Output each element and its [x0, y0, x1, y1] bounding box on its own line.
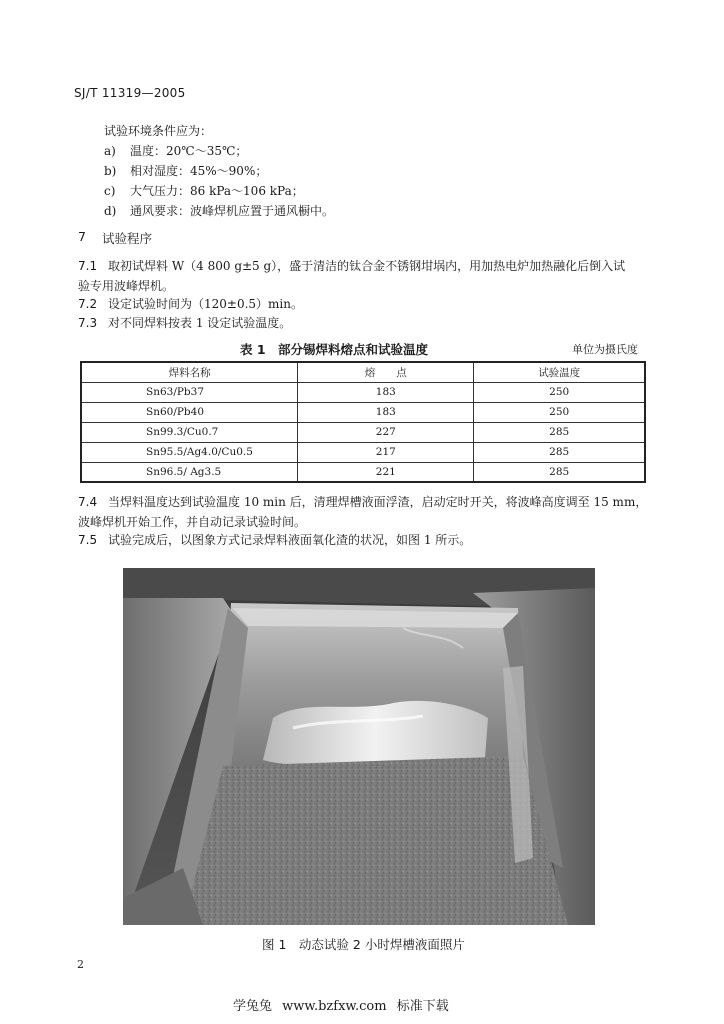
clause-number: 7.2 [78, 297, 98, 311]
clause-text: 对不同焊料按表 1 设定试验温度。 [108, 316, 292, 330]
test-temperature-cell: 285 [474, 422, 645, 442]
clause-number: 7.3 [78, 316, 98, 330]
table-unit: 单位为摄氏度 [572, 343, 638, 356]
clause-7-5 [78, 530, 471, 550]
test-temperature-cell: 285 [474, 442, 645, 462]
environment-item [104, 141, 334, 161]
item-text: 相对湿度：45%～90%； [130, 164, 268, 178]
page-number: 2 [77, 958, 84, 971]
column-header: 焊料名称 [81, 362, 298, 382]
melting-point-cell: 183 [298, 382, 474, 402]
figure-caption: 图 1 动态试验 2 小时焊槽液面照片 [262, 937, 465, 952]
watermark-text: 学兔兔 www.bzfxw.com 标准下载 [233, 999, 449, 1014]
item-text: 温度：20℃～35℃； [130, 144, 248, 158]
clause-text: 试验完成后，以图象方式记录焊料液面氧化渣的状况，如图 1 所示。 [108, 533, 472, 547]
table-row [81, 442, 645, 462]
clause-text-continued: 验专用波峰焊机。 [78, 279, 175, 293]
section-heading [78, 229, 152, 247]
section-number: 7 [78, 229, 86, 244]
solder-name-cell: Sn60/Pb40 [81, 402, 298, 422]
test-temperature-cell: 250 [474, 382, 645, 402]
table-header-row [81, 362, 645, 382]
table-caption [80, 340, 646, 358]
item-text: 大气压力：86 kPa～106 kPa； [130, 184, 304, 198]
column-header: 试验温度 [474, 362, 645, 382]
solder-name-cell: Sn96.5/ Ag3.5 [81, 462, 298, 482]
item-label: a) [104, 144, 116, 158]
melting-point-table [80, 361, 646, 483]
clause-text: 设定试验时间为（120±0.5）min。 [108, 297, 303, 311]
clause-number: 7.1 [78, 259, 98, 273]
melting-point-cell: 221 [298, 462, 474, 482]
environment-item [104, 181, 334, 201]
item-label: c) [104, 184, 116, 198]
environment-list [104, 141, 334, 221]
melting-point-cell: 217 [298, 442, 474, 462]
item-label: d) [104, 204, 117, 218]
environment-intro: 试验环境条件应为： [104, 124, 213, 138]
clause-7-2 [78, 294, 303, 314]
section-title: 试验程序 [101, 231, 152, 246]
solder-name-cell: Sn63/Pb37 [81, 382, 298, 402]
table-row [81, 422, 645, 442]
clause-7-1 [78, 256, 625, 296]
standard-code: SJ/T 11319—2005 [74, 86, 186, 100]
clause-number: 7.4 [78, 495, 98, 509]
clause-text: 取初试焊料 W（4 800 g±5 g），盛于清洁的钛合金不锈钢坩埚内，用加热电炉加热融化后倒入试 [108, 259, 626, 273]
clause-text: 当焊料温度达到试验温度 10 min 后，清理焊槽液面浮渣，启动定时开关，将波峰高度调至 15 mm， [108, 495, 648, 509]
clause-number: 7.5 [78, 533, 98, 547]
solder-name-cell: Sn99.3/Cu0.7 [81, 422, 298, 442]
environment-item [104, 201, 334, 221]
test-temperature-cell: 285 [474, 462, 645, 482]
test-temperature-cell: 250 [474, 402, 645, 422]
melting-point-cell: 227 [298, 422, 474, 442]
table-row [81, 462, 645, 482]
clause-7-3 [78, 313, 291, 333]
column-header: 熔 点 [298, 362, 474, 382]
item-label: b) [104, 164, 117, 178]
clause-text-continued: 波峰焊机开始工作，并自动记录试验时间。 [78, 515, 307, 529]
environment-item [104, 161, 334, 181]
table-row [81, 402, 645, 422]
solder-bath-photo [123, 568, 595, 925]
solder-name-cell: Sn95.5/Ag4.0/Cu0.5 [81, 442, 298, 462]
melting-point-cell: 183 [298, 402, 474, 422]
clause-7-4 [78, 492, 647, 532]
table-row [81, 382, 645, 402]
item-text: 通风要求：波峰焊机应置于通风橱中。 [130, 204, 335, 218]
table-title: 表 1 部分锡焊料熔点和试验温度 [240, 342, 429, 357]
